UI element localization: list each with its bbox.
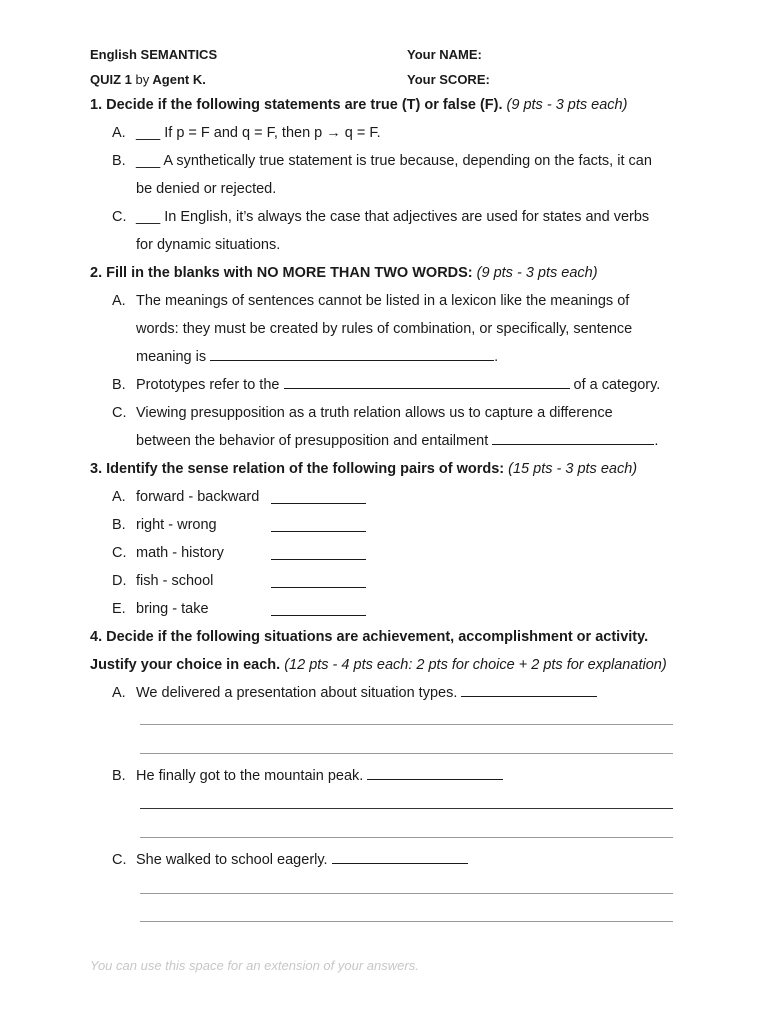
item-text: meaning is	[136, 349, 211, 365]
item-text: between the behavior of presupposition and entailment	[136, 433, 493, 449]
choice-blank[interactable]	[367, 768, 503, 780]
word-pair: bring - take	[136, 601, 209, 617]
word-pair: fish - school	[136, 573, 214, 589]
question-4-title: 4. Decide if the following situations are achievement, accomplishment or activity.	[90, 629, 649, 645]
fill-blank[interactable]	[492, 433, 654, 445]
pair-answer-blank[interactable]	[271, 559, 366, 560]
question-1-heading	[90, 97, 627, 113]
explanation-line[interactable]	[140, 837, 673, 838]
score-label: Your SCORE:	[407, 72, 490, 87]
word-pair: right - wrong	[136, 517, 217, 533]
item-text: He finally got to the mountain peak.	[136, 768, 368, 784]
question-4-item-b	[112, 768, 503, 784]
item-letter: B.	[112, 377, 126, 393]
explanation-line[interactable]	[140, 808, 673, 809]
question-1-title: 1. Decide if the following statements are true (T) or false (F).	[90, 97, 503, 113]
item-letter: A.	[112, 293, 126, 309]
item-letter: C.	[112, 545, 127, 561]
question-4-points: (12 pts - 4 pts each: 2 pts for choice + 2 pts for explanation)	[284, 657, 667, 673]
explanation-line[interactable]	[140, 724, 673, 725]
question-3-pair-e	[112, 601, 209, 617]
item-letter: E.	[112, 601, 126, 617]
pair-answer-blank[interactable]	[271, 503, 366, 504]
item-letter: B.	[112, 768, 126, 784]
item-letter: A.	[112, 685, 126, 701]
question-4-item-c	[112, 852, 468, 868]
fill-blank[interactable]	[284, 377, 570, 389]
question-2-item-c	[112, 405, 613, 421]
extension-space-note: You can use this space for an extension of your answers.	[90, 958, 419, 973]
question-2-item-a-line2: words: they must be created by rules of combination, or specifically, sentence	[136, 321, 633, 337]
item-letter: A.	[112, 489, 126, 505]
item-text: A synthetically true statement is true because, depending on the facts, it can	[160, 153, 652, 169]
item-text: She walked to school eagerly.	[136, 852, 332, 868]
item-letter: C.	[112, 852, 127, 868]
explanation-line[interactable]	[140, 893, 673, 894]
question-2-item-c-line2	[136, 433, 658, 449]
question-3-points: (15 pts - 3 pts each)	[508, 461, 638, 477]
choice-blank[interactable]	[461, 685, 597, 697]
word-pair: forward - backward	[136, 489, 260, 505]
question-2-title: 2. Fill in the blanks with NO MORE THAN TWO WORDS:	[90, 265, 473, 281]
item-letter: C.	[112, 209, 127, 225]
question-2-heading	[90, 265, 598, 281]
item-text: .	[494, 349, 499, 365]
question-2-points: (9 pts - 3 pts each)	[476, 265, 598, 281]
pair-answer-blank[interactable]	[271, 587, 366, 588]
item-text: The meanings of sentences cannot be listed in a lexicon like the meanings of	[136, 293, 630, 309]
question-1-item-c	[112, 209, 649, 225]
explanation-line[interactable]	[140, 921, 673, 922]
item-letter: B.	[112, 517, 126, 533]
item-text: of a category.	[569, 377, 661, 393]
answer-blank[interactable]: ___	[136, 125, 161, 141]
explanation-line[interactable]	[140, 753, 673, 754]
answer-blank[interactable]: ___	[136, 153, 161, 169]
pair-answer-blank[interactable]	[271, 615, 366, 616]
quiz-number: QUIZ 1	[90, 72, 132, 87]
fill-blank[interactable]	[210, 349, 494, 361]
question-2-item-a	[112, 293, 629, 309]
question-3-pair-a	[112, 489, 259, 505]
question-3-heading	[90, 461, 637, 477]
item-text: In English, it’s always the case that adjectives are used for states and verbs	[160, 209, 650, 225]
question-3-title: 3. Identify the sense relation of the following pairs of words:	[90, 461, 505, 477]
item-letter: D.	[112, 573, 127, 589]
course-title: English SEMANTICS	[90, 47, 218, 62]
item-letter: C.	[112, 405, 127, 421]
choice-blank[interactable]	[332, 852, 468, 864]
item-letter: B.	[112, 153, 126, 169]
quiz-author: Agent K.	[152, 72, 206, 87]
name-label: Your NAME:	[407, 47, 482, 62]
quiz-by: by	[135, 72, 150, 87]
pair-answer-blank[interactable]	[271, 531, 366, 532]
item-text: Prototypes refer to the	[136, 377, 284, 393]
question-4-heading-line2	[90, 657, 667, 673]
question-2-item-a-line3	[136, 349, 498, 365]
question-4-heading-line1	[90, 629, 648, 645]
item-text: .	[654, 433, 659, 449]
item-text: We delivered a presentation about situation types.	[136, 685, 462, 701]
question-1-points: (9 pts - 3 pts each)	[506, 97, 628, 113]
question-2-item-b	[112, 377, 660, 393]
question-4-subtitle: Justify your choice in each.	[90, 657, 281, 673]
question-3-pair-d	[112, 573, 213, 589]
question-3-pair-b	[112, 517, 217, 533]
question-1-item-c-cont: for dynamic situations.	[136, 237, 281, 253]
word-pair: math - history	[136, 545, 224, 561]
item-text: Viewing presupposition as a truth relation allows us to capture a difference	[136, 405, 613, 421]
question-1-item-b-cont: be denied or rejected.	[136, 181, 277, 197]
item-letter: A.	[112, 125, 126, 141]
question-1-item-b	[112, 153, 652, 169]
question-1-item-a	[112, 125, 381, 141]
answer-blank[interactable]: ___	[136, 209, 161, 225]
quiz-title	[90, 72, 206, 87]
question-3-pair-c	[112, 545, 224, 561]
item-text: If p = F and q = F, then p → q = F.	[160, 125, 381, 141]
question-4-item-a	[112, 685, 597, 701]
